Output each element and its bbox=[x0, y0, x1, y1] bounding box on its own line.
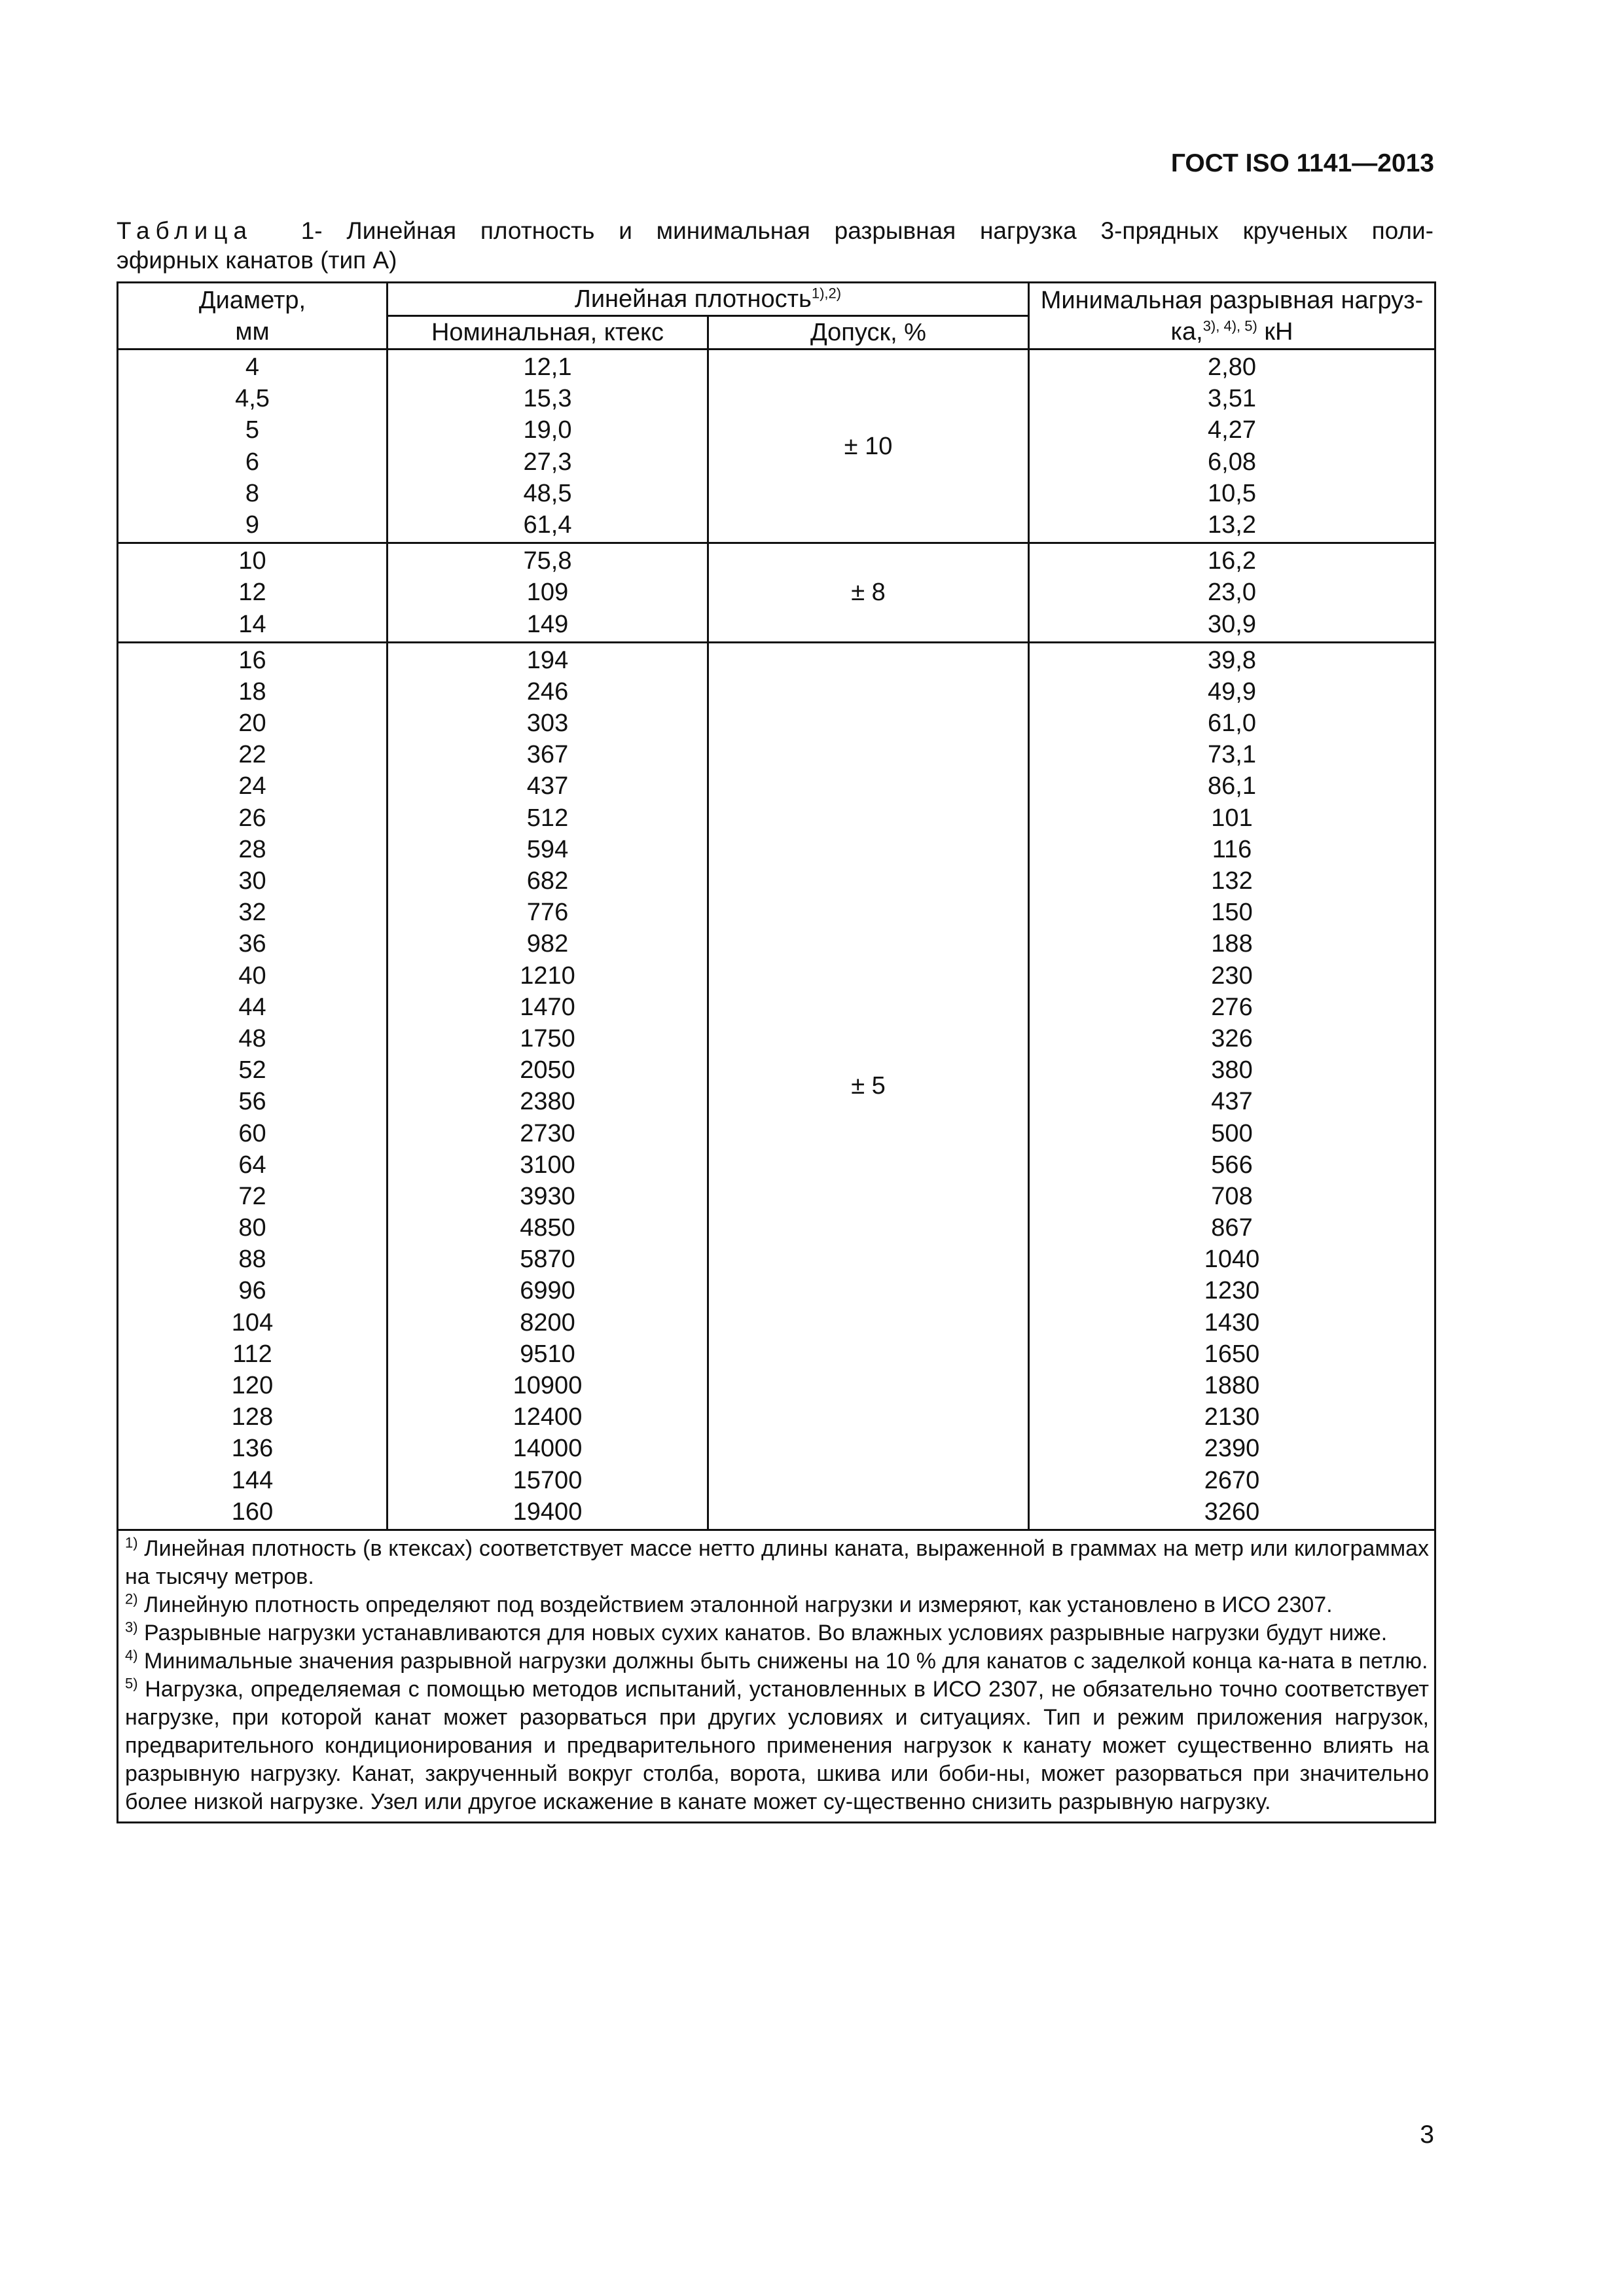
table-cell: 128 bbox=[231, 1403, 274, 1431]
table-cell: 39,8 bbox=[1208, 646, 1256, 674]
table-cell: 60 bbox=[238, 1119, 266, 1147]
min-load-column-cell bbox=[1029, 543, 1435, 643]
table-row-group bbox=[118, 543, 1435, 643]
table-cell: 2380 bbox=[520, 1088, 575, 1116]
document-code: ГОСТ ISO 1141—2013 bbox=[1170, 149, 1434, 177]
table-cell: 6 bbox=[245, 448, 260, 476]
footnote bbox=[125, 1647, 1429, 1676]
table-cell: 14000 bbox=[513, 1435, 583, 1463]
table-row-group bbox=[118, 642, 1435, 1530]
footnote-text: Линейную плотность определяют под воздействием эталонной нагрузки и измеряют, как установлено в ИСО 2307. bbox=[144, 1592, 1333, 1617]
table-cell: 15700 bbox=[513, 1466, 583, 1494]
table-cell: 367 bbox=[526, 741, 569, 769]
table-cell: 10 bbox=[238, 547, 266, 575]
table-cell: 10900 bbox=[513, 1372, 583, 1399]
table-cell: 276 bbox=[1211, 993, 1253, 1021]
table-cell: 5 bbox=[245, 416, 260, 444]
table-cell: 30 bbox=[238, 867, 266, 895]
table-cell: 437 bbox=[526, 772, 569, 800]
table-cell: 88 bbox=[238, 1246, 266, 1274]
table-cell: 52 bbox=[238, 1056, 266, 1085]
table-cell: 4,27 bbox=[1208, 416, 1256, 444]
table-cell: 1230 bbox=[1204, 1277, 1260, 1305]
table-cell: 8200 bbox=[520, 1308, 575, 1336]
table-cell: 380 bbox=[1211, 1056, 1253, 1085]
caption-text-1: 1- Линейная плотность и минимальная разрывная нагрузка 3-прядных крученых поли- bbox=[300, 217, 1434, 244]
table-cell: 14 bbox=[238, 610, 266, 638]
table-cell: 12 bbox=[238, 579, 266, 607]
table-cell: 1430 bbox=[1204, 1308, 1260, 1336]
footnote-text: Разрывные нагрузки устанавливаются для новых сухих канатов. Во влажных условиях разрывные нагрузки будут ниже. bbox=[144, 1620, 1388, 1645]
table-cell: 9 bbox=[245, 511, 260, 539]
footnote bbox=[125, 1619, 1429, 1647]
diameter-column-cell bbox=[118, 642, 388, 1530]
footnote bbox=[125, 1676, 1429, 1816]
table-cell: 2050 bbox=[520, 1056, 575, 1085]
min-load-column-cell bbox=[1029, 350, 1435, 543]
table-cell: 8 bbox=[245, 479, 260, 507]
nominal-column-cell bbox=[388, 543, 708, 643]
table-cell: 30,9 bbox=[1208, 610, 1256, 638]
table-cell: 48 bbox=[238, 1024, 266, 1052]
table-cell: 19,0 bbox=[523, 416, 572, 444]
table-cell: 566 bbox=[1211, 1151, 1253, 1179]
table-cell: 1880 bbox=[1204, 1372, 1260, 1399]
table-cell: 16 bbox=[238, 646, 266, 674]
table-cell: 149 bbox=[526, 610, 569, 638]
footnote-mark: 1) bbox=[125, 1534, 138, 1551]
table-cell: 64 bbox=[238, 1151, 266, 1179]
table-cell: 132 bbox=[1211, 867, 1253, 895]
table-cell: 500 bbox=[1211, 1119, 1253, 1147]
table-cell: 101 bbox=[1211, 804, 1253, 832]
table-cell: 28 bbox=[238, 835, 266, 863]
footnote-text: Минимальные значения разрывной нагрузки должны быть снижены на 10 % для канатов с заделкой конца ка-ната в петлю. bbox=[144, 1648, 1428, 1674]
tolerance-cell: ± 8 bbox=[708, 543, 1029, 643]
table-cell: 682 bbox=[526, 867, 569, 895]
table-cell: 867 bbox=[1211, 1214, 1253, 1242]
header-linear-density: Линейная плотность$^{1),2)}$ bbox=[388, 283, 1029, 316]
table-cell: 23,0 bbox=[1208, 579, 1256, 607]
table-cell: 776 bbox=[526, 899, 569, 927]
table-cell: 12400 bbox=[513, 1403, 583, 1431]
table-cell: 112 bbox=[232, 1340, 272, 1368]
table-cell: 116 bbox=[1212, 835, 1252, 863]
table-cell: 2390 bbox=[1204, 1435, 1260, 1463]
table-caption bbox=[117, 216, 1434, 275]
table-cell: 72 bbox=[238, 1182, 266, 1210]
table-cell: 1040 bbox=[1204, 1246, 1260, 1274]
table-cell: 6990 bbox=[520, 1277, 575, 1305]
table-cell: 49,9 bbox=[1208, 677, 1256, 706]
header-tolerance: Допуск, % bbox=[708, 316, 1029, 350]
table-cell: 86,1 bbox=[1208, 772, 1256, 800]
table-cell: 4 bbox=[245, 353, 260, 381]
table-cell: 982 bbox=[526, 930, 569, 958]
table-cell: 56 bbox=[238, 1088, 266, 1116]
table-cell: 160 bbox=[231, 1498, 274, 1526]
min-load-column-cell bbox=[1029, 642, 1435, 1530]
diameter-column-cell bbox=[118, 350, 388, 543]
data-table bbox=[117, 281, 1436, 1823]
table-cell: 120 bbox=[231, 1372, 274, 1399]
table-cell: 109 bbox=[526, 579, 569, 607]
table-cell: 32 bbox=[238, 899, 266, 927]
diameter-column-cell bbox=[118, 543, 388, 643]
table-cell: 194 bbox=[526, 646, 569, 674]
table-cell: 61,0 bbox=[1208, 709, 1256, 738]
table-cell: 16,2 bbox=[1208, 547, 1256, 575]
table-cell: 246 bbox=[526, 677, 569, 706]
table-cell: 2730 bbox=[520, 1119, 575, 1147]
table-cell: 24 bbox=[238, 772, 266, 800]
caption-text-2: эфирных канатов (тип А) bbox=[117, 247, 397, 274]
tolerance-cell: ± 10 bbox=[708, 350, 1029, 543]
footnote-mark: 3) bbox=[125, 1619, 138, 1636]
table-row-group bbox=[118, 350, 1435, 543]
table-cell: 326 bbox=[1211, 1024, 1253, 1052]
nominal-column-cell bbox=[388, 642, 708, 1530]
table-cell: 2,80 bbox=[1208, 353, 1256, 381]
table-cell: 594 bbox=[526, 835, 569, 863]
table-cell: 3260 bbox=[1204, 1498, 1260, 1526]
footnote-mark: 4) bbox=[125, 1647, 138, 1664]
table-cell: 80 bbox=[238, 1214, 266, 1242]
caption-label: Таблица bbox=[117, 217, 253, 244]
table-cell: 150 bbox=[1211, 899, 1253, 927]
table-cell: 40 bbox=[238, 961, 266, 990]
table-cell: 10,5 bbox=[1208, 479, 1256, 507]
header-nominal: Номинальная, ктекс bbox=[388, 316, 708, 350]
header-min-load: Минимальная разрывная нагруз- ка,$^{3), 4), 5)}$ кН bbox=[1029, 283, 1435, 350]
table-cell: 6,08 bbox=[1208, 448, 1256, 476]
table-cell: 1650 bbox=[1204, 1340, 1260, 1368]
table-cell: 1750 bbox=[520, 1024, 575, 1052]
footnotes bbox=[118, 1530, 1435, 1822]
page-number: 3 bbox=[1420, 2121, 1434, 2149]
footnote bbox=[125, 1591, 1429, 1619]
table-cell: 18 bbox=[238, 677, 266, 706]
table-cell: 230 bbox=[1211, 961, 1253, 990]
footnote-text: Нагрузка, определяемая с помощью методов испытаний, установленных в ИСО 2307, не обязательно точно соответствует нагрузке, при которой канат может разорваться при других условиях и ситуациях. Тип и режим приложения нагрузок, предварительного кондиционирования и предварительного применения нагрузок к канату может существенно влиять на разрывную нагрузку. Канат, закрученный вокруг столба, ворота, шкива или боби-ны, может разорваться при значительно более низкой нагрузке. Узел или другое искажение в канате может су-щественно снизить разрывную нагрузку. bbox=[125, 1676, 1430, 1814]
table-cell: 3930 bbox=[520, 1182, 575, 1210]
table-cell: 188 bbox=[1211, 930, 1253, 958]
table-cell: 3100 bbox=[520, 1151, 575, 1179]
table-cell: 512 bbox=[526, 804, 569, 832]
table-cell: 2670 bbox=[1204, 1466, 1260, 1494]
table-body bbox=[118, 350, 1435, 1530]
table-cell: 19400 bbox=[513, 1498, 583, 1526]
footnote bbox=[125, 1535, 1429, 1591]
table-cell: 437 bbox=[1211, 1088, 1253, 1116]
table-cell: 2130 bbox=[1204, 1403, 1260, 1431]
table-cell: 4850 bbox=[520, 1214, 575, 1242]
tolerance-cell: ± 5 bbox=[708, 642, 1029, 1530]
footnote-text: Линейная плотность (в ктексах) соответствует массе нетто длины каната, выраженной в граммах на метр или килограммах на тысячу метров. bbox=[125, 1535, 1429, 1589]
table-cell: 5870 bbox=[520, 1246, 575, 1274]
table-cell: 303 bbox=[526, 709, 569, 738]
nominal-column-cell bbox=[388, 350, 708, 543]
header-diameter: Диаметр, мм bbox=[118, 283, 388, 350]
table-cell: 73,1 bbox=[1208, 741, 1256, 769]
table-cell: 3,51 bbox=[1208, 385, 1256, 413]
table-cell: 36 bbox=[238, 930, 266, 958]
table-cell: 15,3 bbox=[523, 385, 572, 413]
table-cell: 4,5 bbox=[235, 385, 270, 413]
table-cell: 20 bbox=[238, 709, 266, 738]
table-cell: 104 bbox=[231, 1308, 274, 1336]
table-cell: 1470 bbox=[520, 993, 575, 1021]
table-cell: 44 bbox=[238, 993, 266, 1021]
table-cell: 48,5 bbox=[523, 479, 572, 507]
table-cell: 96 bbox=[238, 1277, 266, 1305]
table-cell: 61,4 bbox=[523, 511, 572, 539]
table-cell: 1210 bbox=[520, 961, 575, 990]
table-cell: 26 bbox=[238, 804, 266, 832]
table-cell: 12,1 bbox=[523, 353, 572, 381]
table-cell: 22 bbox=[238, 741, 266, 769]
table-cell: 708 bbox=[1211, 1182, 1253, 1210]
table-cell: 144 bbox=[231, 1466, 274, 1494]
table-cell: 13,2 bbox=[1208, 511, 1256, 539]
table-cell: 75,8 bbox=[523, 547, 572, 575]
table-cell: 136 bbox=[231, 1435, 274, 1463]
footnote-mark: 5) bbox=[125, 1675, 138, 1692]
footnote-mark: 2) bbox=[125, 1590, 138, 1607]
table-cell: 27,3 bbox=[523, 448, 572, 476]
table-cell: 9510 bbox=[520, 1340, 575, 1368]
